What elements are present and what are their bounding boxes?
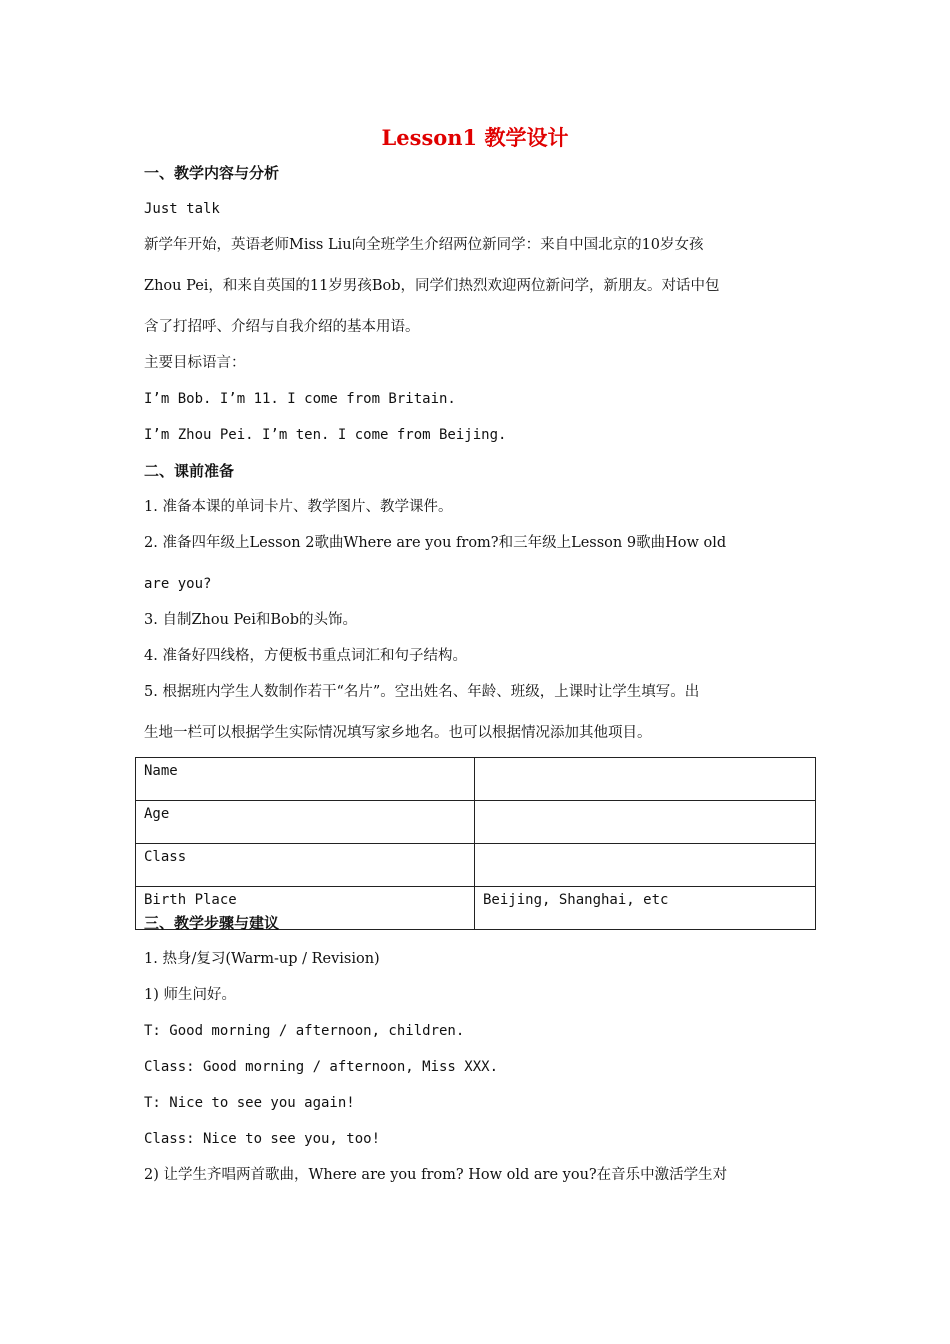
target-sentence: I’m Bob. I’m 11. I come from Britain. xyxy=(144,391,456,407)
prep-item: 1. 准备本课的单词卡片、教学图片、教学课件。 xyxy=(144,499,453,515)
table-cell-label: Birth Place xyxy=(136,887,475,930)
prep-item: 3. 自制Zhou Pei和Bob的头饰。 xyxy=(144,612,358,628)
table-cell-value xyxy=(475,844,816,887)
prep-item: 4. 准备好四线格，方便板书重点词汇和句子结构。 xyxy=(144,648,467,664)
table-cell-label: Age xyxy=(136,801,475,844)
prep-item: 2. 准备四年级上Lesson 2歌曲Where are you from?和三年级上Lesson 9歌曲How old xyxy=(144,535,727,551)
dialogue-line: T: Nice to see you again! xyxy=(144,1095,355,1111)
name-card-table xyxy=(135,757,816,930)
paragraph-line: 新学年开始，英语老师Miss Liu向全班学生介绍两位新同学：来自中国北京的10岁女孩 xyxy=(144,237,704,253)
dialogue-line: Class: Good morning / afternoon, Miss XXX. xyxy=(144,1059,499,1075)
paragraph-line: Zhou Pei，和来自英国的11岁男孩Bob，同学们热烈欢迎两位新问学，新朋友。对话中包 xyxy=(144,278,720,294)
section-heading-preparation: 二、课前准备 xyxy=(144,462,235,480)
step-line: 1) 师生问好。 xyxy=(144,987,236,1003)
section-heading-content-analysis: 一、教学内容与分析 xyxy=(144,164,280,182)
dialogue-line: T: Good morning / afternoon, children. xyxy=(144,1023,465,1039)
prep-item-continued: are you? xyxy=(144,576,212,592)
table-cell-label: Class xyxy=(136,844,475,887)
subheading-just-talk: Just talk xyxy=(144,201,220,217)
table-cell-value: Beijing, Shanghai, etc xyxy=(475,887,816,930)
prep-item-continued: 生地一栏可以根据学生实际情况填写家乡地名。也可以根据情况添加其他项目。 xyxy=(144,725,652,741)
document-title: Lesson1 教学设计 xyxy=(381,125,569,150)
target-language-label: 主要目标语言： xyxy=(144,355,246,371)
paragraph-line: 含了打招呼、介绍与自我介绍的基本用语。 xyxy=(144,319,420,335)
table-row xyxy=(136,801,816,844)
step-line: 2) 让学生齐唱两首歌曲，Where are you from? How old are you?在音乐中激活学生对 xyxy=(144,1167,728,1183)
table-row xyxy=(136,844,816,887)
table-cell-value xyxy=(475,801,816,844)
step-line: 1. 热身/复习(Warm-up / Revision) xyxy=(144,951,380,967)
table-row xyxy=(136,758,816,801)
table-cell-label: Name xyxy=(136,758,475,801)
prep-item: 5. 根据班内学生人数制作若干“名片”。空出姓名、年龄、班级，上课时让学生填写。出 xyxy=(144,684,700,700)
section-heading-teaching-steps: 三、教学步骤与建议 xyxy=(144,914,280,932)
target-sentence: I’m Zhou Pei. I’m ten. I come from Beijing. xyxy=(144,427,507,443)
table-cell-value xyxy=(475,758,816,801)
dialogue-line: Class: Nice to see you, too! xyxy=(144,1131,381,1147)
